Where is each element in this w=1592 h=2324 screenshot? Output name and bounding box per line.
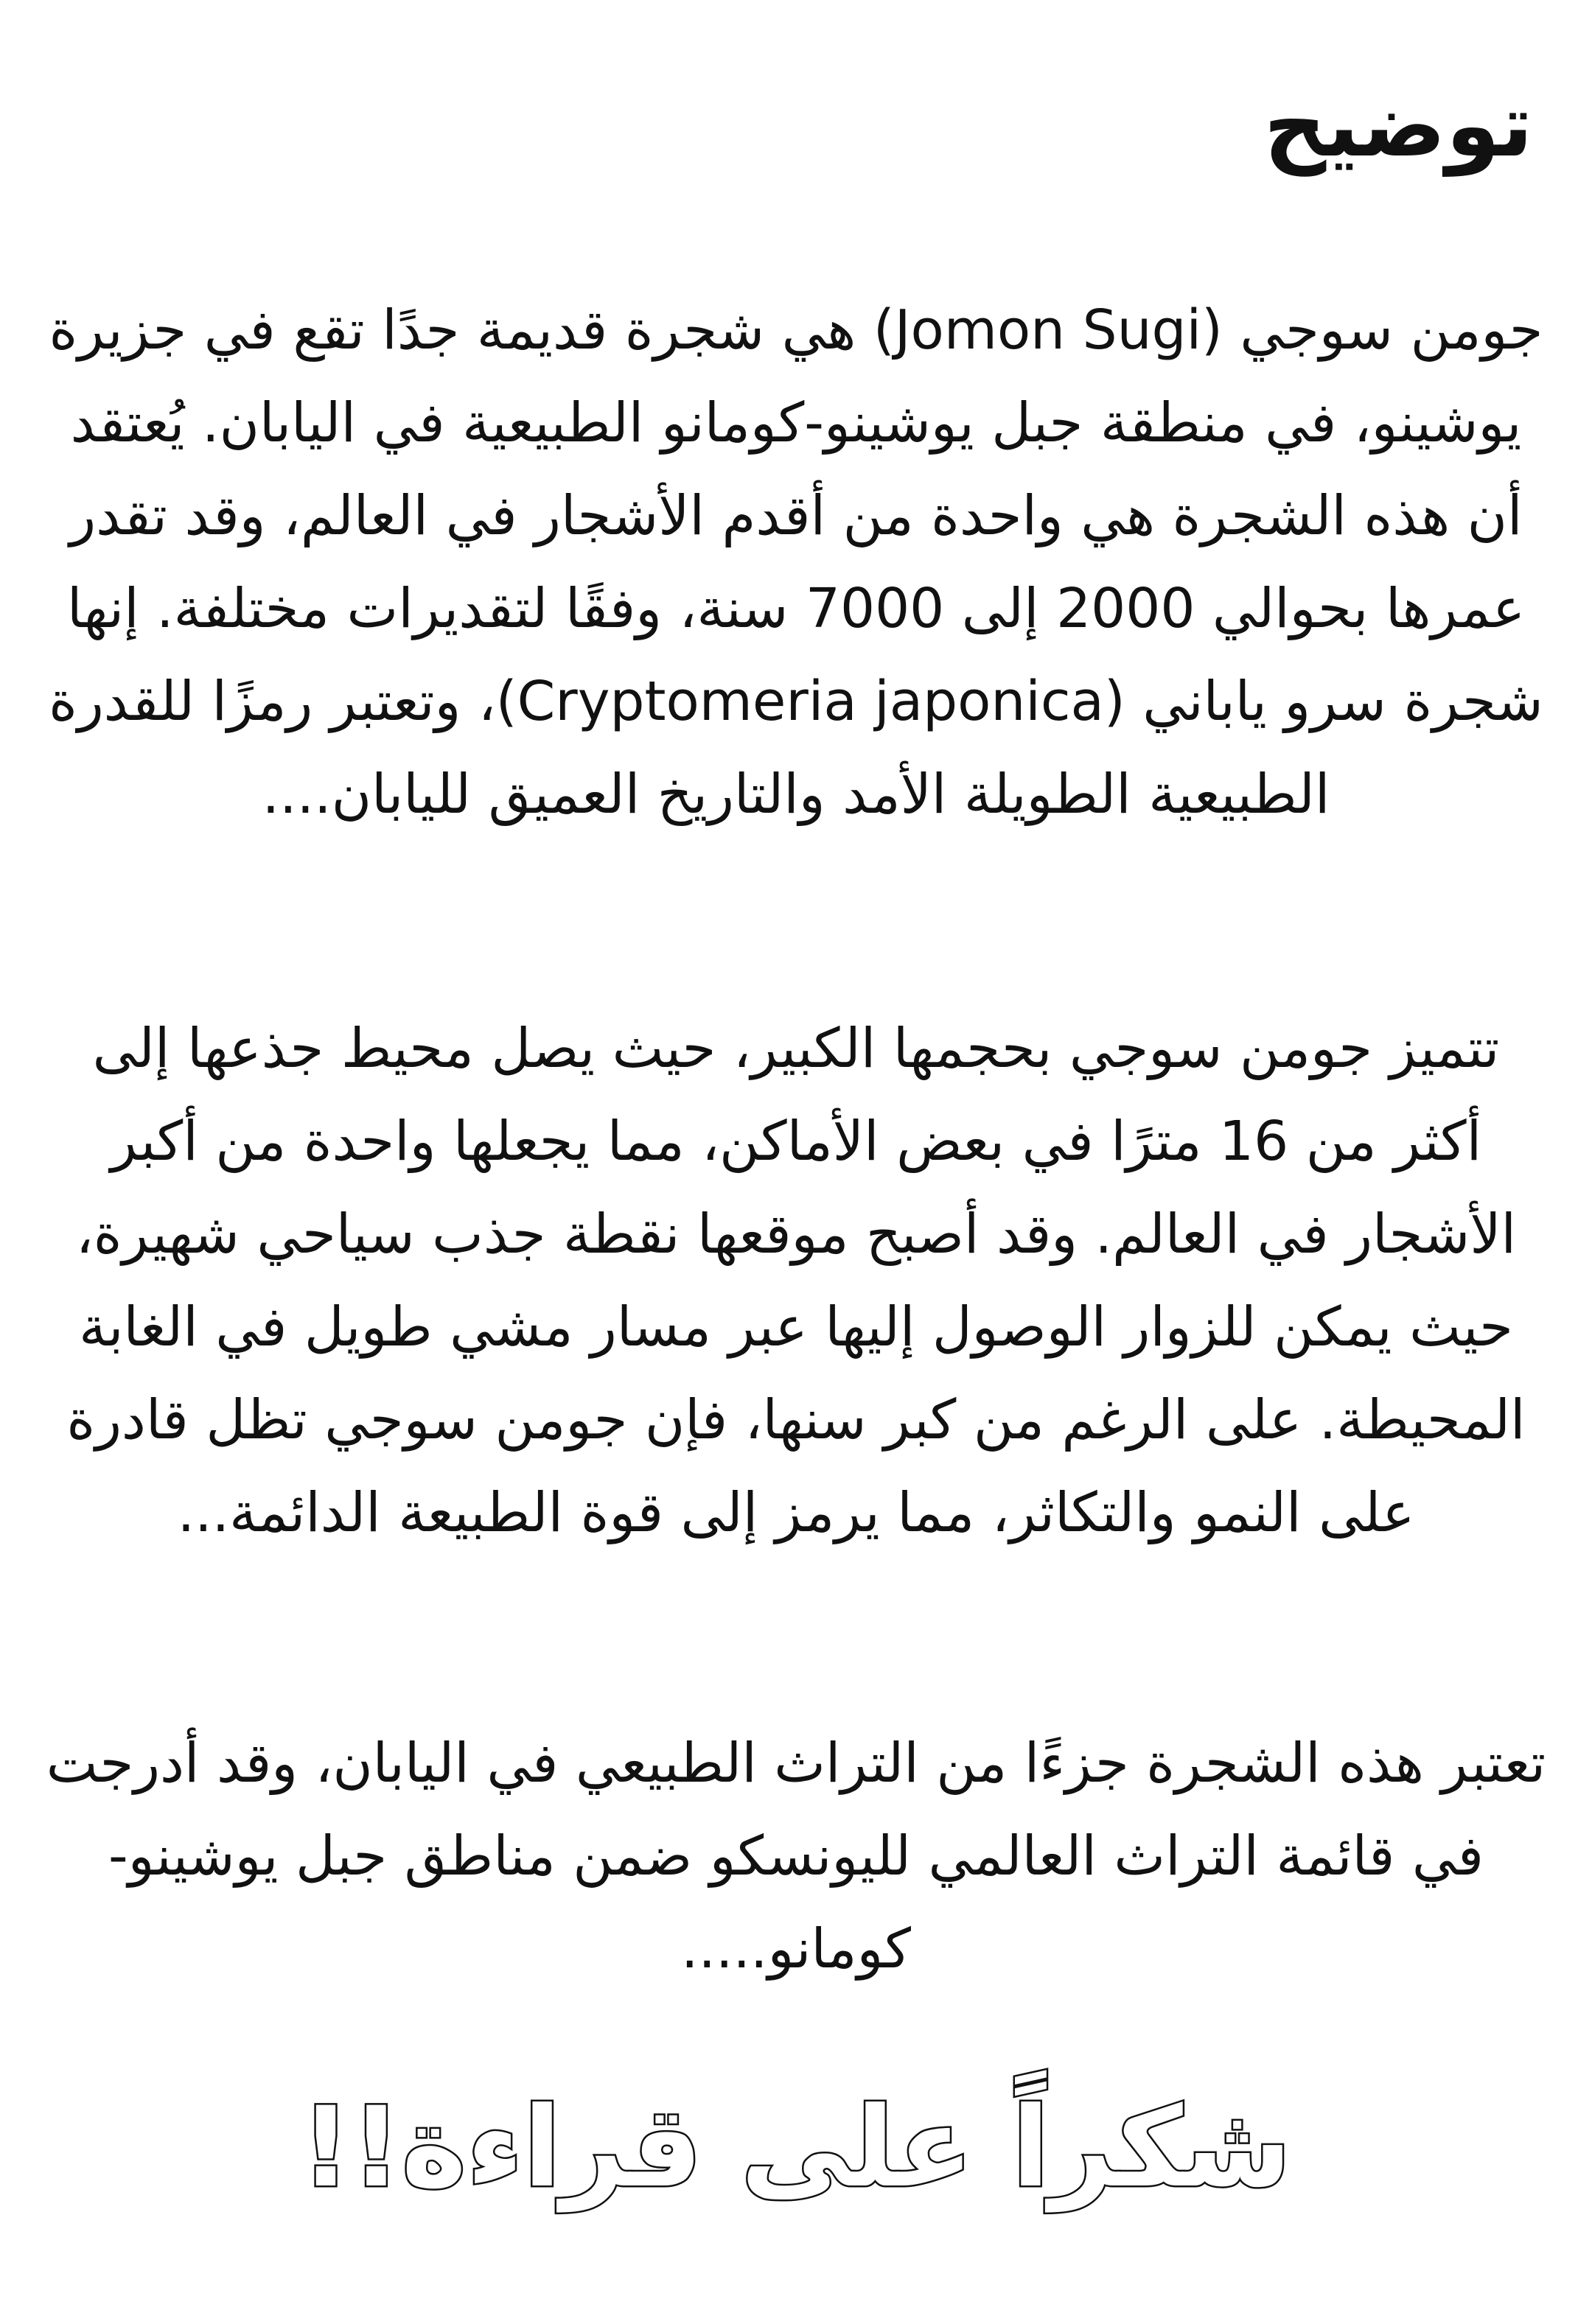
paragraph-1: جومن سوجي (Jomon Sugi) هي شجرة قديمة جدًا تقع في جزيرة يوشينو، في منطقة جبل يوشينو-كومانو الطبيعية في اليابان. يُعتقد أن هذه الشجرة هي واحدة من أقدم الأشجار في العالم، وقد تقدر عمرها بحوالي 2000 إلى 7000 سنة، وفقًا لتقديرات مختلفة. إنها شجرة سرو ياباني (Cryptomeria japonica)، وتعتبر رمزًا للقدرة الطبيعية الطويلة الأمد والتاريخ العميق لليابان.... bbox=[49, 298, 1543, 826]
paragraph-3: تعتبر هذه الشجرة جزءًا من التراث الطبيعي في اليابان، وقد أدرجت في قائمة التراث العالمي لليونسكو ضمن مناطق جبل يوشينو-كومانو..... bbox=[46, 1732, 1546, 1981]
thanks-heading: شكراً على قراءة!! bbox=[300, 2084, 1292, 2212]
page-title: توضيح bbox=[1263, 74, 1533, 176]
paragraph-2: تتميز جومن سوجي بحجمها الكبير، حيث يصل محيط جذعها إلى أكثر من 16 مترًا في بعض الأماكن، مما يجعلها واحدة من أكبر الأشجار في العالم. وقد أصبح موقعها نقطة جذب سياحي شهيرة، حيث يمكن للزوار الوصول إليها عبر مسار مشي طويل في الغابة المحيطة. على الرغم من كبر سنها، فإن جومن سوجي تظل قادرة على النمو والتكاثر، مما يرمز إلى قوة الطبيعة الدائمة... bbox=[66, 1017, 1526, 1544]
